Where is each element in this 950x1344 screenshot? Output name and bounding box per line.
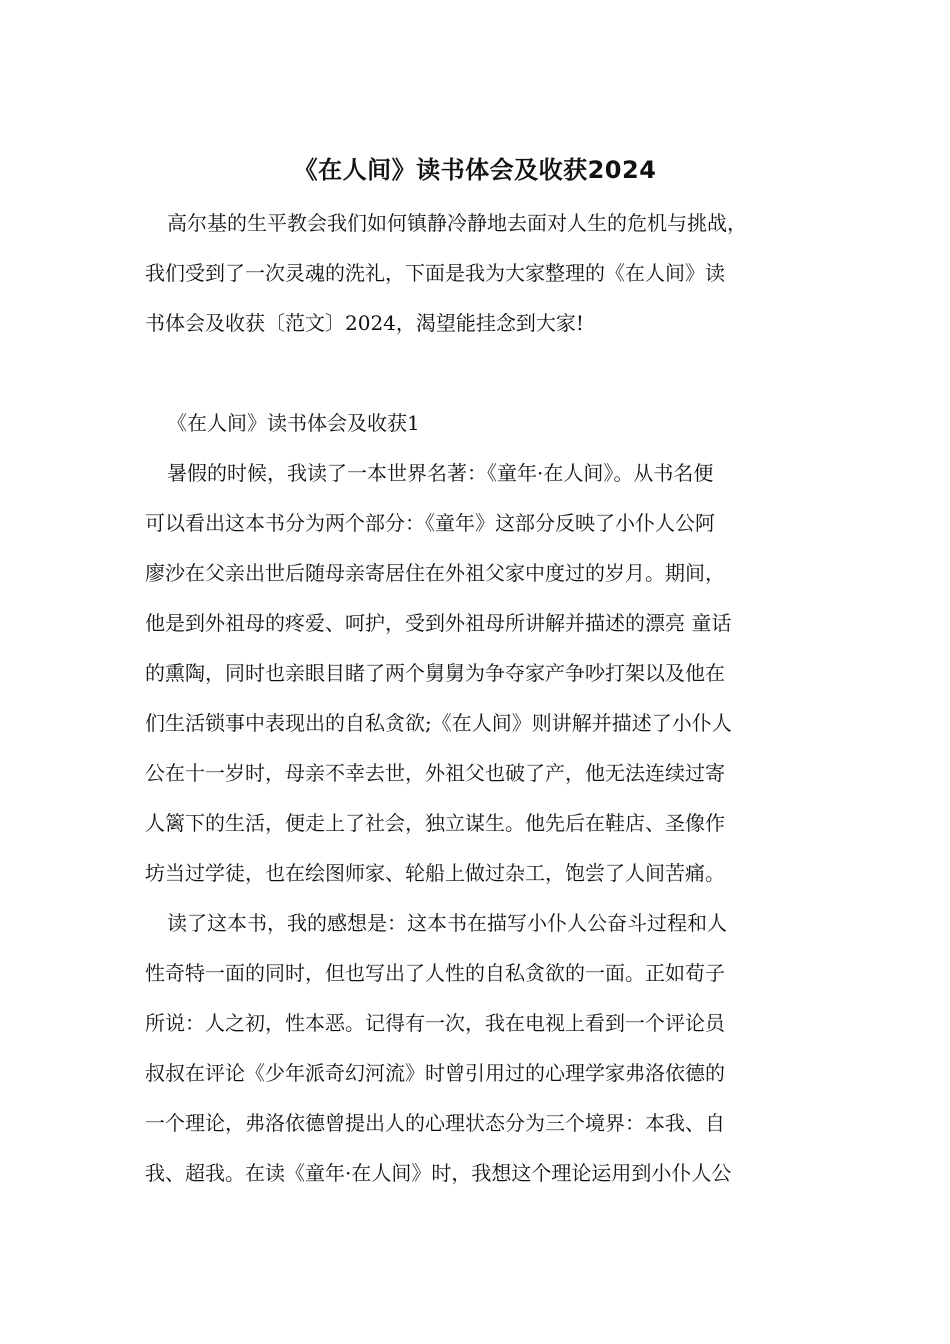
text-line: 读了这本书，我的感想是：这本书在描写小仆人公奋斗过程和人: [167, 911, 727, 935]
intro-paragraph: [145, 198, 810, 348]
text-line: 公在十一岁时，母亲不幸去世，外祖父也破了产，他无法连续过寄: [145, 761, 725, 785]
body-paragraph-2: [145, 898, 810, 1198]
section-heading-text: 《在人间》读书体会及收获1: [167, 411, 420, 435]
text-line: 性奇特一面的同时，但也写出了人性的自私贪欲的一面。正如荀子: [145, 961, 725, 985]
text-line: 一个理论，弗洛依德曾提出人的心理状态分为三个境界：本我、自: [145, 1111, 725, 1135]
section-heading: [145, 398, 810, 448]
text-line: 叔叔在评论《少年派奇幻河流》时曾引用过的心理学家弗洛依德的: [145, 1061, 725, 1085]
body-paragraph-1: [145, 448, 810, 898]
text-line: 人篱下的生活，便走上了社会，独立谋生。他先后在鞋店、圣像作: [145, 811, 725, 835]
text-line: 高尔基的生平教会我们如何镇静冷静地去面对人生的危机与挑战，: [167, 211, 747, 235]
text-line: 我、超我。在读《童年·在人间》时，我想这个理论运用到小仆人公: [145, 1161, 732, 1185]
text-line: 可以看出这本书分为两个部分：《童年》这部分反映了小仆人公阿: [145, 511, 715, 535]
text-line: 书体会及收获〔范文〕2024，渴望能挂念到大家!: [145, 311, 584, 335]
text-line: 我们受到了一次灵魂的洗礼，下面是我为大家整理的《在人间》读: [145, 261, 725, 285]
text-line: 坊当过学徒，也在绘图师家、轮船上做过杂工，饱尝了人间苦痛。: [145, 861, 725, 885]
document-title: 《在人间》读书体会及收获2024: [293, 156, 657, 184]
text-line: 暑假的时候，我读了一本世界名著：《童年·在人间》。从书名便: [167, 461, 714, 485]
text-line: 廖沙在父亲出世后随母亲寄居住在外祖父家中度过的岁月。期间，: [145, 561, 725, 585]
text-line: 所说：人之初，性本恶。记得有一次，我在电视上看到一个评论员: [145, 1011, 725, 1035]
text-line: 他是到外祖母的疼爱、呵护，受到外祖母所讲解并描述的漂亮 童话: [145, 611, 732, 635]
text-line: 们生活锁事中表现出的自私贪欲;《在人间》则讲解并描述了小仆人: [145, 711, 732, 735]
text-line: 的熏陶，同时也亲眼目睹了两个舅舅为争夺家产争吵打架以及他在: [145, 661, 725, 685]
